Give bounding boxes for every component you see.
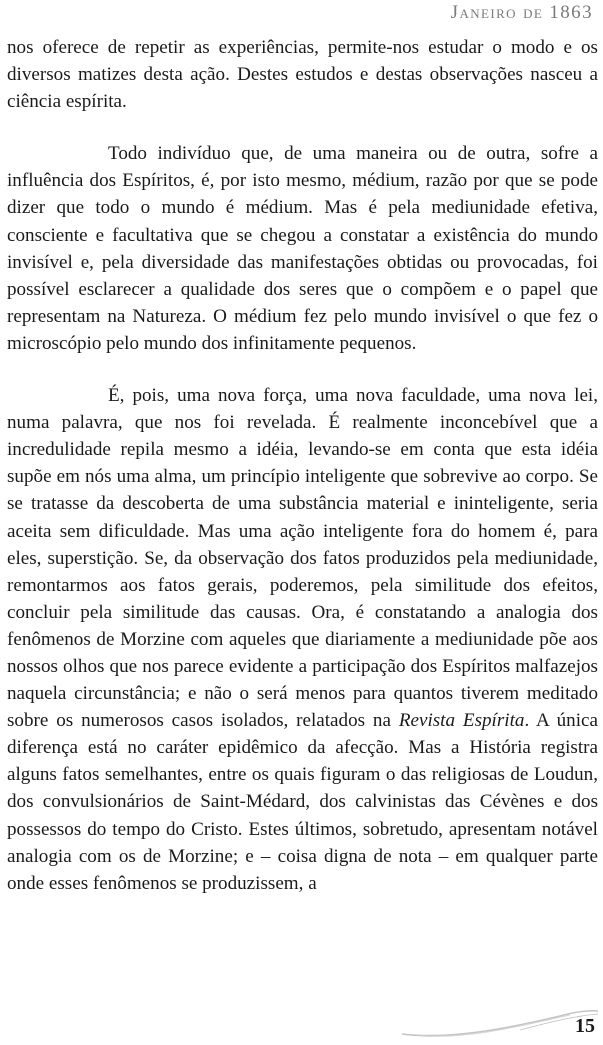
paragraph-1 xyxy=(7,34,598,115)
paragraph-2-text: Todo indivíduo que, de uma maneira ou de outra, sofre a influência dos Espíritos, é, por isto mesmo, médium, razão por que se pode dizer que todo o mundo é médium. Mas é pela mediunidade efetiva, consciente e facultativa que se chegou a constatar a existência do mundo invisível e, pela diversidade das manifestações obtidas ou provocadas, foi possível esclarecer a qualidade dos seres que o compõem e o papel que representam na Natureza. O médium fez pelo mundo invisível o que fez o microscópio pelo mundo dos infinitamente pequenos. xyxy=(7,143,598,354)
paragraph-3-text-start: É, pois, uma nova força, uma nova faculdade, uma nova lei, numa palavra, que nos foi revelada. É realmente inconcebível que a incredulidade repila mesmo a idéia, levando-se em conta que esta idéia supõe em nós uma alma, um princípio inteligente que sobrevive ao corpo. Se se tratasse da descoberta de uma substância material e ininteligente, seria aceita sem dificuldade. Mas uma ação inteligente fora do homem é, para eles, superstição. Se, da observação dos fatos produzidos pela mediunidade, remontarmos aos fatos gerais, poderemos, pela similitude dos efeitos, concluir pela similitude das causas. Ora, é constatando a analogia dos fenômenos de Morzine com aqueles que diariamente a mediunidade põe aos nossos olhos que nos parece evidente a participação dos Espíritos malfazejos naquela circunstância; e não o será menos para quantos tiverem meditado sobre os numerosos casos isolados, relatados na xyxy=(7,385,598,732)
journal-title: Revista Espírita xyxy=(398,710,525,732)
page-number: 15 xyxy=(575,1015,595,1037)
decorative-swoosh-icon xyxy=(400,1006,600,1038)
paragraph-3-text-end: . A única diferença está no caráter epidêmico da afecção. Mas a História registra alguns fatos semelhantes, entre os quais figuram o das religiosas de Loudun, dos convulsionários de Saint-Médard, dos calvinistas das Cévènes e dos possessos do tempo do Cristo. Estes últimos, sobretudo, apresentam notável analogia com os de Morzine; e – coisa digna de nota – em qualquer parte onde esses fenômenos se produzissem, a xyxy=(7,710,598,894)
running-header: Janeiro de 1863 xyxy=(450,2,593,23)
page-body xyxy=(7,34,598,897)
paragraph-3 xyxy=(7,382,598,897)
page-footer xyxy=(0,998,603,1045)
paragraph-1-text: nos oferece de repetir as experiências, permite-nos estudar o modo e os diversos matizes desta ação. Destes estudos e destas observações nasceu a ciência espírita. xyxy=(7,37,598,113)
paragraph-2 xyxy=(7,140,598,357)
